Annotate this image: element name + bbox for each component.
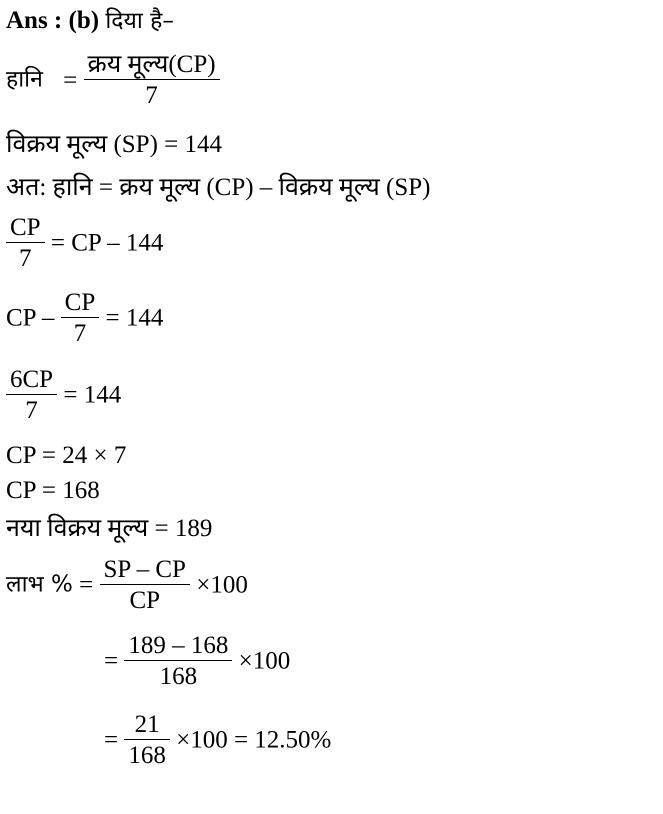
therefore-line (6, 175, 430, 200)
equation-step-4 (6, 443, 126, 468)
equals-sign: = (63, 66, 78, 94)
step3-numerator: 6CP (6, 367, 57, 395)
equation-step-3 (6, 367, 121, 423)
equation-step-1 (6, 215, 163, 271)
step5-text: CP = 168 (6, 477, 100, 504)
step2-denominator: 7 (73, 320, 87, 347)
equals-sign: = (79, 571, 94, 599)
step3-rhs: = 144 (63, 381, 122, 409)
loss-fraction (84, 52, 220, 108)
answer-intro: दिया है– (105, 8, 174, 34)
step1-rhs: = CP – 144 (50, 229, 164, 257)
profit-multiplier: ×100 (196, 571, 248, 599)
step2-fraction (61, 290, 100, 346)
loss-denominator: 7 (145, 82, 158, 109)
calc1-numerator: 189 – 168 (124, 633, 232, 661)
answer-label: Ans : (b) (6, 7, 100, 34)
therefore-text: अत: हानि = क्रय मूल्य (CP) – विक्रय मूल्य (SP) (6, 174, 431, 201)
step3-fraction (6, 367, 57, 423)
loss-label: हानि (6, 66, 43, 93)
new-selling-price-text: नया विक्रय मूल्य = 189 (6, 515, 213, 542)
calc2-numerator: 21 (124, 712, 170, 740)
calc1-fraction (124, 633, 232, 689)
equation-step-2 (6, 290, 163, 346)
loss-numerator: क्रय मूल्य(CP) (84, 52, 220, 80)
step2-numerator: CP (61, 290, 100, 318)
calc1-denominator: 168 (159, 663, 198, 690)
selling-price-text: विक्रय मूल्य (SP) = 144 (6, 131, 223, 158)
profit-denominator: CP (129, 587, 161, 614)
profit-fraction (100, 557, 190, 613)
new-selling-price-line (6, 516, 212, 541)
step1-fraction (6, 215, 45, 271)
equation-step-5 (6, 478, 100, 503)
step1-denominator: 7 (19, 245, 32, 272)
step2-rhs: = 144 (105, 304, 164, 332)
equals-sign: = (104, 647, 119, 675)
profit-numerator: SP – CP (100, 557, 190, 585)
calc2-denominator: 168 (128, 742, 166, 769)
step4-text: CP = 24 × 7 (6, 442, 127, 469)
calc1-multiplier: ×100 (238, 647, 291, 675)
calculation-step-2 (104, 712, 331, 768)
selling-price-line (6, 132, 222, 157)
equals-sign: = (104, 726, 119, 754)
loss-definition (6, 52, 220, 108)
answer-line (6, 8, 174, 33)
step2-lhs: CP – (6, 304, 55, 332)
step3-denominator: 7 (25, 397, 38, 424)
calc2-fraction (124, 712, 170, 768)
step1-numerator: CP (6, 215, 45, 243)
profit-label: लाभ % (6, 571, 73, 598)
profit-percent-formula (6, 557, 248, 613)
calc2-result: ×100 = 12.50% (176, 726, 332, 754)
calculation-step-1 (104, 633, 290, 689)
